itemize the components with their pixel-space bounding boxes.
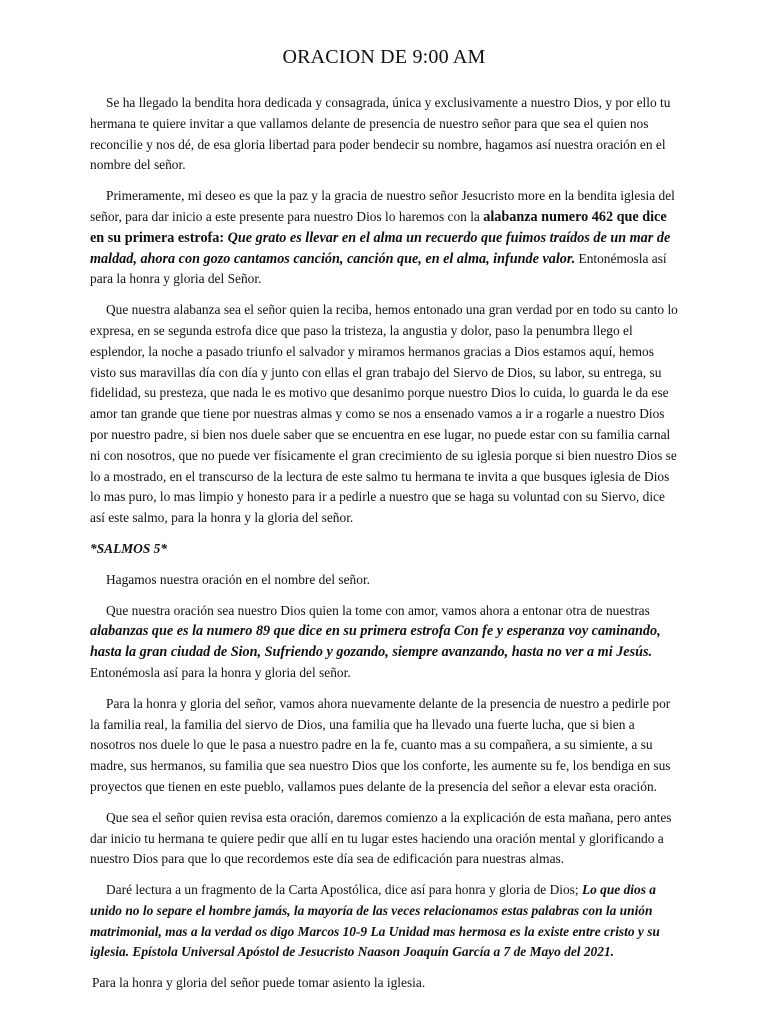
paragraph-explanation: Que sea el señor quien revisa esta oración, daremos comienzo a la explicación de esta mañana, pero antes dar inicio tu hermana te quiere pedir que allí en tu lugar estes haciendo una oración mental y glorificando a nuestro Dios para que lo que recordemos este día sea de edificación para nuestras almas. [90,809,672,867]
hymn-462-lead: Primeramente, mi deseo es que la paz y la gracia de nuestro señor Jesucristo more en la bendita iglesia del señor, para dar inicio a este presente para nuestro Dios lo haremos con la [90,188,675,224]
paragraph-closing: Para la honra y gloria del señor puede tomar asiento la iglesia. [92,975,426,991]
hymn-462-closing: Entonémosla así para la honra y gloria del Señor. [90,250,667,287]
hymn-89-closing: Entonémosla así para la honra y gloria del señor. [90,664,351,680]
paragraph-prayer: Hagamos nuestra oración en el nombre del señor. [106,571,371,587]
hymn-462-verse: Que grato es llevar en el alma un recuerdo que fuimos traídos de un mar de maldad, ahora con gozo cantamos canción, canción que, en el alma, infunde valor. [90,229,671,267]
apostolic-letter-lead: Daré lectura a un fragmento de la Carta Apostólica, dice así para honra y gloria de Dios; [106,882,582,898]
paragraph-apostolic-letter [90,880,682,963]
paragraph-family-prayer: Para la honra y gloria del señor, vamos ahora nuevamente delante de la presencia de nuestro a pedirle por la familia real, la familia del siervo de Dios, una familia que ha llevado una fuerte lucha, que si bien a nosotros nos duele lo que le pasa a nuestro padre en la fe, cuanto mas a su compañera, a su simiente, a su madre, sus hermanos, su familia que sea nuestro Dios que los conforte, les aumente su fe, los bendiga en sus proyectos que tienen en este pueblo, vallamos pues delante de la presencia del señor a elevar esta oración. [90,695,671,794]
paragraph-hymn-462 [90,186,682,290]
paragraph-reflection: Que nuestra alabanza sea el señor quien la reciba, hemos entonado una gran verdad por en todo su canto lo expresa, en se segunda estrofa dice que paso la tristeza, la angustia y dolor, paso la penumbra llego el esplendor, la noche a pasado triunfo el salvador y miramos hermanos gracias a Dios estamos aquí, hemos visto sus maravillas día con día y junto con ellas el gran trabajo del Siervo de Dios, su labor, su entrega, su fidelidad, su presteza, que nada le es motivo que desanimo porque nuestro Dios lo cuida, lo guarda le da ese amor tan grande que tiene por nuestras almas y como se nos a ensenado vamos a ir a rogarle a nuestro Dios por nuestro padre, si bien nos duele saber que se encuentra en ese lugar, no puede estar con su familia carnal ni con nosotros, que no puede ver físicamente el gran crecimiento de su iglesia porque si bien nuestro Dios se lo a mostrado, en el transcurso de la lectura de este salmo tu hermana te invita a que busques iglesia de Dios lo mas puro, lo mas limpio y honesto para ir a pedirle a nuestro que se haga su voluntad con su Siervo, dice así este salmo, para la honra y la gloria del señor. [90,302,678,526]
paragraph-hymn-89 [90,601,682,684]
apostolic-letter-quote: Lo que dios a unido no lo separe el hombre jamás, la mayoría de las veces relacionamos estas palabras con la unión matrimonial, mas a la verdad os digo Marcos 10-9 La Unidad mas hermosa es la existe entre cristo y su iglesia. Epístola Universal Apóstol de Jesucristo Naason Joaquín García a 7 de Mayo del 2021. [90,882,660,960]
hymn-462-reference: alabanza numero 462 que dice en su primera estrofa: [90,208,667,246]
document-body [90,93,682,1004]
page-title: ORACION DE 9:00 AM [282,46,486,68]
hymn-89-lead: Que nuestra oración sea nuestro Dios quien la tome con amor, vamos ahora a entonar otra de nuestras [106,602,650,618]
paragraph-intro: Se ha llegado la bendita hora dedicada y consagrada, única y exclusivamente a nuestro Dios, y por ello tu hermana te quiere invitar a que vallamos delante de presencia de nuestro señor para que sea el quien nos reconcilie y nos dé, de esa gloria libertad para poder bendecir su nombre, hagamos así nuestra oración en el nombre del señor. [90,95,671,173]
hymn-89-verse: alabanzas que es la numero 89 que dice en su primera estrofa Con fe y esperanza voy caminando, hasta la gran ciudad de Sion, Sufriendo y gozando, siempre avanzando, hasta no ver a mi Jesús. [90,623,661,661]
psalm-heading: *SALMOS 5* [90,540,168,556]
